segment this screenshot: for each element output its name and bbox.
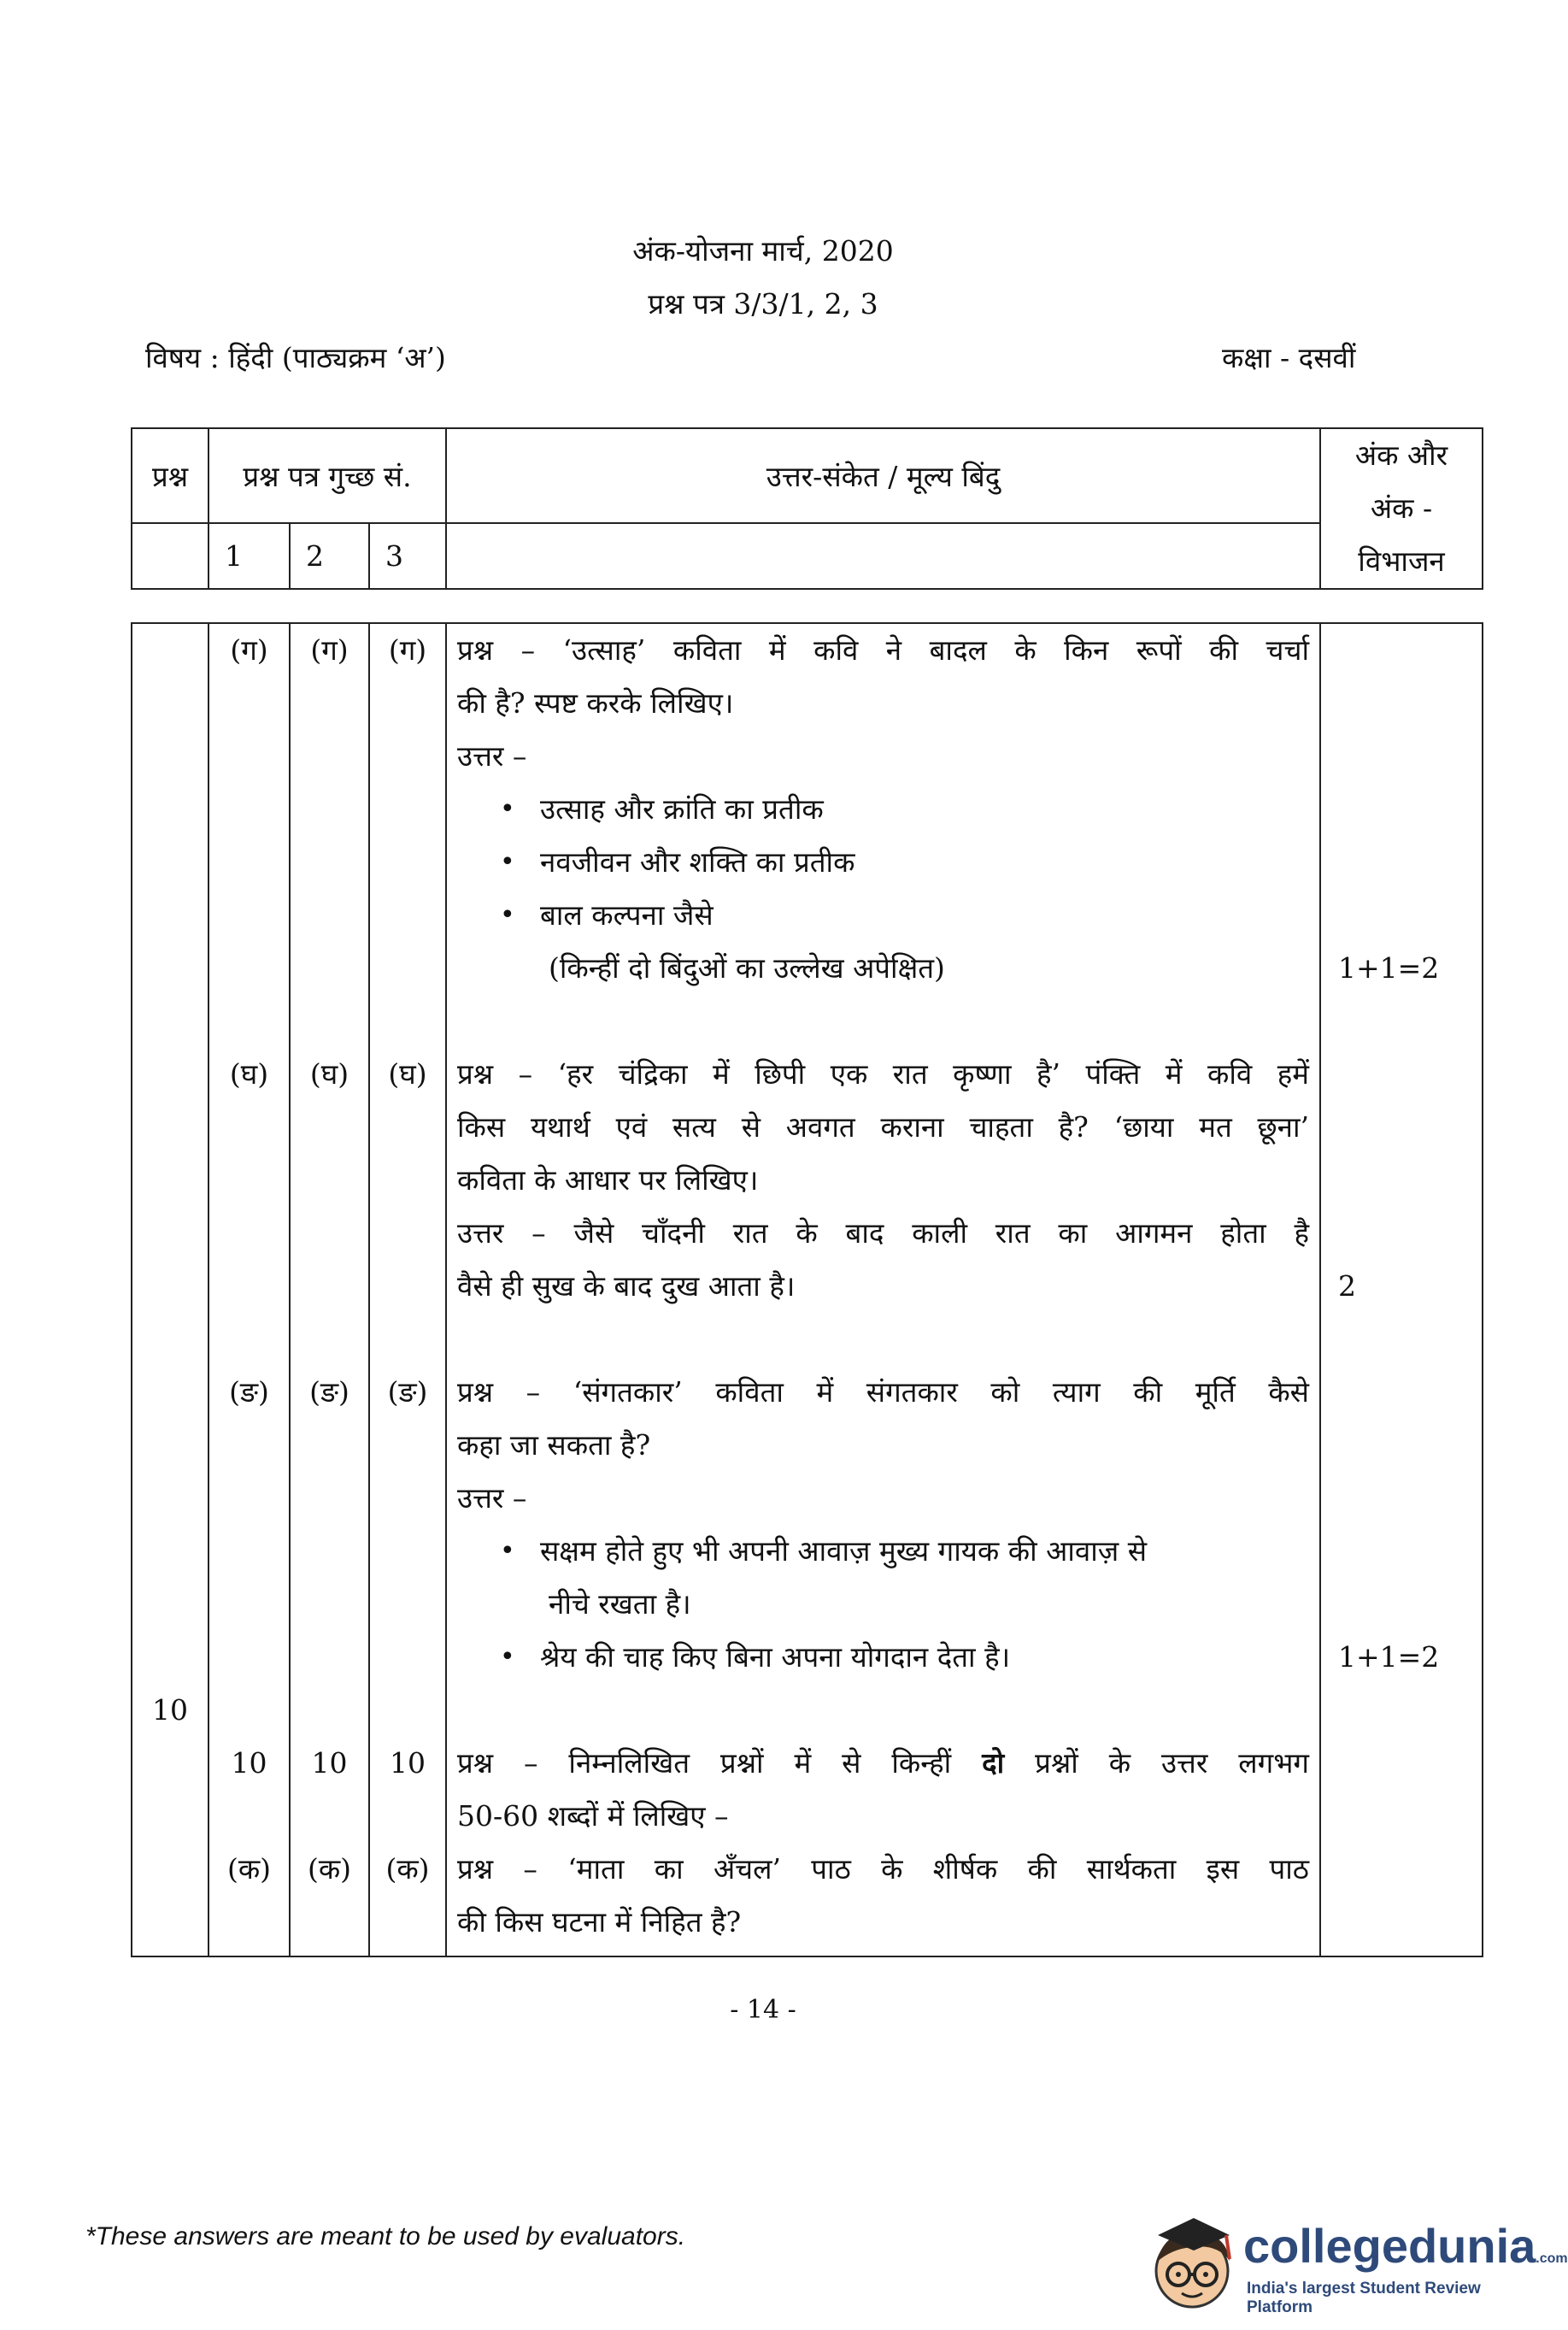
q10-text-b: प्रश्नों के उत्तर लगभग (1035, 1746, 1309, 1780)
set2-k: (क) (307, 1852, 352, 1886)
set3-gh: (घ) (388, 1057, 427, 1091)
q-number-10: 10 (152, 1693, 188, 1727)
class-label: कक्षा - दसवीं (1222, 341, 1356, 374)
gh-marks: 2 (1338, 1269, 1356, 1303)
gh-question-line1: प्रश्न – ‘हर चंद्रिका में छिपी एक रात कृष्णा है’ पंक्ति में कवि हमें (457, 1057, 1309, 1091)
set3-k: (क) (385, 1852, 430, 1886)
logo-com: .com (1536, 2251, 1568, 2266)
g-bullet-1-text: उत्साह और क्रांति का प्रतीक (540, 792, 824, 826)
marks-col (1320, 623, 1483, 1956)
g-bullet-3-text: बाल कल्पना जैसे (540, 898, 714, 932)
ng-answer-label: उत्तर – (457, 1481, 527, 1515)
header-q: प्रश्न (132, 428, 208, 523)
question-number-col (132, 623, 208, 1956)
ng-bullet-2 (457, 1631, 1309, 1684)
set1-col (208, 623, 290, 1956)
header-marks-line2: अंक - (1370, 491, 1433, 525)
g-bullet-1 (457, 783, 1309, 836)
paper-code: प्रश्न पत्र 3/3/1, 2, 3 (648, 287, 878, 321)
header-table (131, 427, 1483, 590)
gh-answer-line1: उत्तर – जैसे चाँदनी रात के बाद काली रात का आगमन होता है (457, 1216, 1309, 1250)
header-set-1: 1 (208, 523, 290, 589)
q10-text-bold: दो (982, 1746, 1005, 1780)
header-empty (132, 523, 208, 589)
g-marks: 1+1=2 (1338, 951, 1440, 985)
set3-g: (ग) (388, 633, 427, 667)
set1-g: (ग) (230, 633, 268, 667)
logo-name: collegedunia (1243, 2219, 1536, 2273)
ng-question-line2: कहा जा सकता है? (457, 1428, 651, 1462)
header-set-3: 3 (369, 523, 446, 589)
q10-instruction-line2: 50-60 शब्दों में लिखिए – (457, 1799, 729, 1833)
g-bullet-3 (457, 889, 1309, 942)
g-note: (किन्हीं दो बिंदुओं का उल्लेख अपेक्षित) (549, 951, 945, 985)
header-marks-line3: विभाजन (1358, 544, 1445, 578)
evaluator-note: *These answers are meant to be used by evaluators. (85, 2222, 686, 2251)
set3-ng: (ङ) (387, 1375, 428, 1409)
set1-gh: (घ) (229, 1057, 269, 1091)
header-set-2: 2 (290, 523, 369, 589)
ng-marks: 1+1=2 (1338, 1640, 1440, 1674)
g-question-line2: की है? स्पष्ट करके लिखिए। (457, 686, 734, 720)
logo-tagline: India's largest Student Review Platform (1247, 2280, 1481, 2316)
header-answer: उत्तर-संकेत / मूल्य बिंदु (446, 428, 1320, 523)
g-answer-label: उत्तर – (457, 739, 527, 773)
k-question-line1: प्रश्न – ‘माता का अँचल’ पाठ के शीर्षक की सार्थकता इस पाठ (457, 1852, 1309, 1886)
set3-col (369, 623, 446, 1956)
set1-10: 10 (231, 1746, 267, 1780)
gh-question-line3: कविता के आधार पर लिखिए। (457, 1163, 759, 1197)
ng-bullet-1 (457, 1525, 1309, 1578)
header-marks-line1: अंक और (1354, 438, 1448, 472)
gh-question-line2: किस यथार्थ एवं सत्य से अवगत कराना चाहता है? ‘छाया मत छूना’ (457, 1110, 1309, 1144)
set2-g: (ग) (310, 633, 349, 667)
q10-instruction-line1 (457, 1737, 1309, 1790)
answer-table (131, 622, 1483, 1957)
ng-question-line1: प्रश्न – ‘संगतकार’ कविता में संगतकार को त्याग की मूर्ति कैसे (457, 1375, 1309, 1409)
gh-answer-line2: वैसे ही सुख के बाद दुख आता है। (457, 1269, 796, 1303)
ng-bullet-2-text: श्रेय की चाह किए बिना अपना योगदान देता है। (540, 1640, 1011, 1674)
collegedunia-logo[interactable] (1141, 2209, 1568, 2321)
answer-content-col (446, 623, 1320, 1956)
mascot-icon (1141, 2209, 1243, 2321)
set3-10: 10 (390, 1746, 426, 1780)
page-number: - 14 - (730, 1995, 796, 2025)
ng-bullet-1-text: सक्षम होते हुए भी अपनी आवाज़ मुख्य गायक की आवाज़ से (540, 1534, 1148, 1568)
header-empty-answer (446, 523, 1320, 589)
k-question-line2: की किस घटना में निहित है? (457, 1905, 742, 1939)
header-marks (1320, 428, 1483, 589)
page-title: अंक-योजना मार्च, 2020 (632, 234, 894, 268)
g-bullet-2-text: नवजीवन और शक्ति का प्रतीक (540, 845, 855, 879)
set2-col (290, 623, 369, 1956)
set1-k: (क) (226, 1852, 272, 1886)
subject-label: विषय : हिंदी (पाठ्यक्रम ‘अ’) (145, 341, 446, 374)
set1-ng: (ङ) (229, 1375, 269, 1409)
header-set: प्रश्न पत्र गुच्छ सं. (208, 428, 446, 523)
ng-bullet-1-cont: नीचे रखता है। (549, 1587, 691, 1621)
set2-ng: (ङ) (309, 1375, 349, 1409)
q10-text-a: प्रश्न – निम्नलिखित प्रश्नों में से किन्हीं (457, 1746, 952, 1780)
set2-gh: (घ) (309, 1057, 349, 1091)
logo-wordmark (1243, 2218, 1568, 2274)
g-bullet-2 (457, 836, 1309, 889)
g-question-line1: प्रश्न – ‘उत्साह’ कविता में कवि ने बादल के किन रूपों की चर्चा (457, 633, 1309, 667)
set2-10: 10 (311, 1746, 348, 1780)
